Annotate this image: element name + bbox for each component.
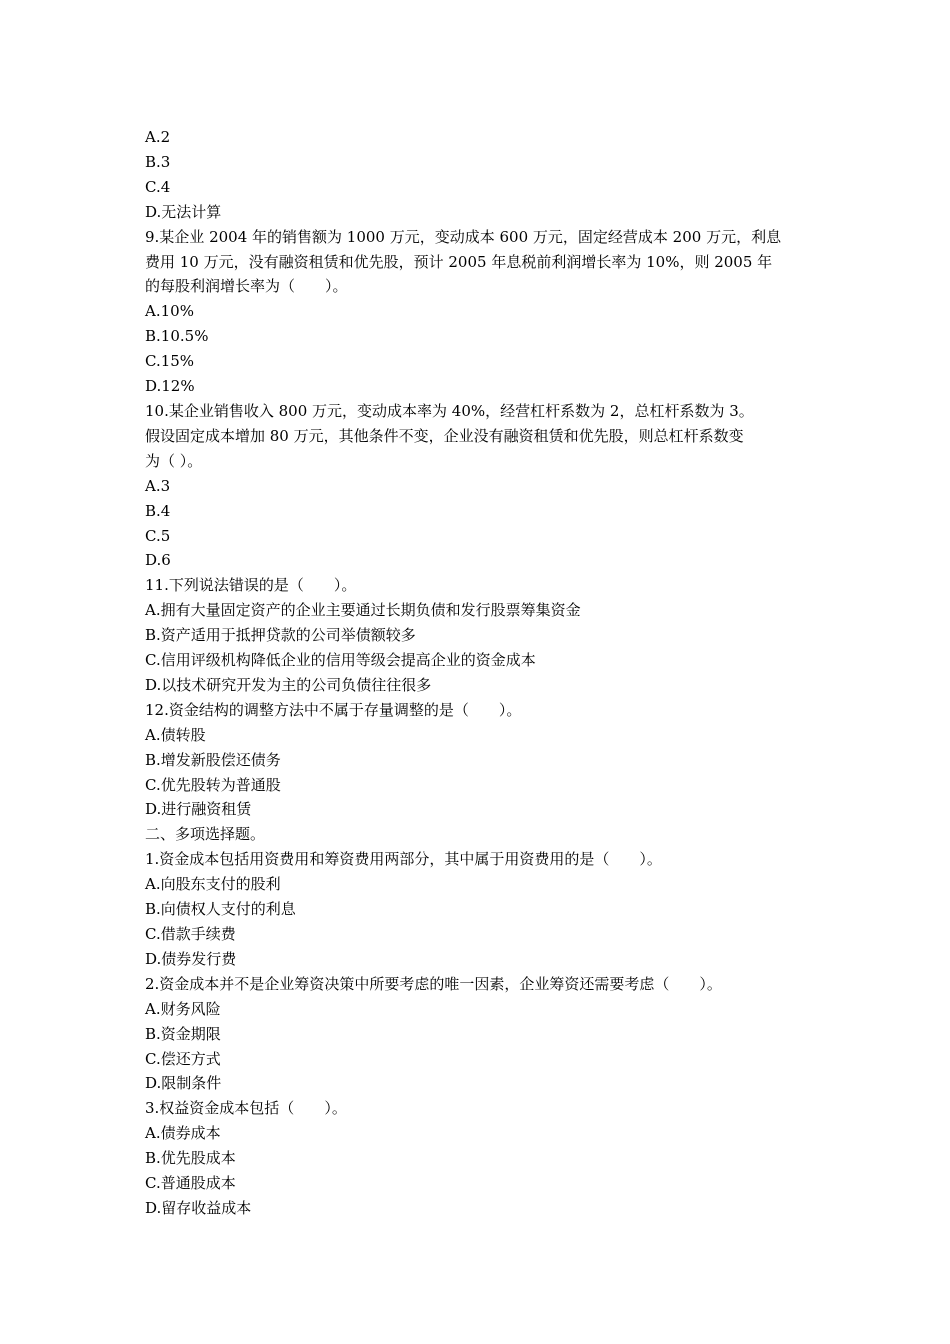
- text-line: A.3: [145, 476, 171, 495]
- text-line: B.10.5%: [145, 327, 209, 346]
- text-line: 二、多项选择题。: [145, 825, 266, 844]
- text-line: B.4: [145, 501, 171, 520]
- text-line: 9.某企业 2004 年的销售额为 1000 万元，变动成本 600 万元，固定经营成本 200 万元，利息: [145, 227, 782, 246]
- text-line: B.优先股成本: [145, 1149, 236, 1168]
- text-line: 的每股利润增长率为（ ）。: [145, 277, 348, 296]
- text-line: C.5: [145, 526, 171, 545]
- text-line: 11.下列说法错误的是（ ）。: [145, 576, 357, 595]
- text-line: B.向债权人支付的利息: [145, 900, 296, 919]
- text-line: D.以技术研究开发为主的公司负债往往很多: [145, 675, 432, 694]
- text-line: A.财务风险: [145, 999, 221, 1018]
- text-line: A.债转股: [145, 725, 206, 744]
- text-line: C.信用评级机构降低企业的信用等级会提高企业的资金成本: [145, 651, 536, 670]
- text-line: D.债券发行费: [145, 949, 237, 968]
- text-line: B.增发新股偿还债务: [145, 750, 281, 769]
- text-line: A.拥有大量固定资产的企业主要通过长期负债和发行股票筹集资金: [145, 601, 581, 620]
- text-line: 12.资金结构的调整方法中不属于存量调整的是（ ）。: [145, 700, 522, 719]
- text-line: 费用 10 万元，没有融资租赁和优先股，预计 2005 年息税前利润增长率为 10%，则 2005 年: [145, 252, 773, 271]
- text-line: D.12%: [145, 377, 195, 396]
- text-line: A.向股东支付的股利: [145, 875, 281, 894]
- text-line: 为（ ）。: [145, 451, 203, 470]
- text-line: C.普通股成本: [145, 1174, 236, 1193]
- text-line: C.借款手续费: [145, 925, 236, 943]
- text-line: C.15%: [145, 352, 195, 371]
- text-line: A.10%: [145, 302, 194, 321]
- question-text-block: [145, 125, 810, 1221]
- text-line: D.留存收益成本: [145, 1198, 252, 1217]
- text-line: C.偿还方式: [145, 1049, 221, 1068]
- text-line: 3.权益资金成本包括（ ）。: [145, 1099, 347, 1118]
- text-line: 2.资金成本并不是企业筹资决策中所要考虑的唯一因素，企业筹资还需要考虑（ ）。: [145, 974, 722, 993]
- text-line: B.资金期限: [145, 1024, 221, 1043]
- text-line: 1.资金成本包括用资费用和筹资费用两部分，其中属于用资费用的是（ ）。: [145, 850, 662, 869]
- text-line: D.无法计算: [145, 202, 222, 221]
- text-line: A.2: [145, 128, 171, 146]
- text-line: A.债券成本: [145, 1124, 221, 1143]
- text-line: C.4: [145, 177, 171, 196]
- text-line: B.3: [145, 152, 171, 171]
- text-line: B.资产适用于抵押贷款的公司举债额较多: [145, 626, 416, 645]
- text-line: C.优先股转为普通股: [145, 775, 281, 794]
- text-line: 10.某企业销售收入 800 万元，变动成本率为 40%，经营杠杆系数为 2，总杠杆系数为 3。: [145, 401, 754, 420]
- text-line: 假设固定成本增加 80 万元，其他条件不变，企业没有融资租赁和优先股，则总杠杆系数变: [145, 426, 744, 445]
- text-line: D.6: [145, 551, 171, 570]
- text-line: D.限制条件: [145, 1074, 222, 1093]
- text-line: D.进行融资租赁: [145, 800, 252, 819]
